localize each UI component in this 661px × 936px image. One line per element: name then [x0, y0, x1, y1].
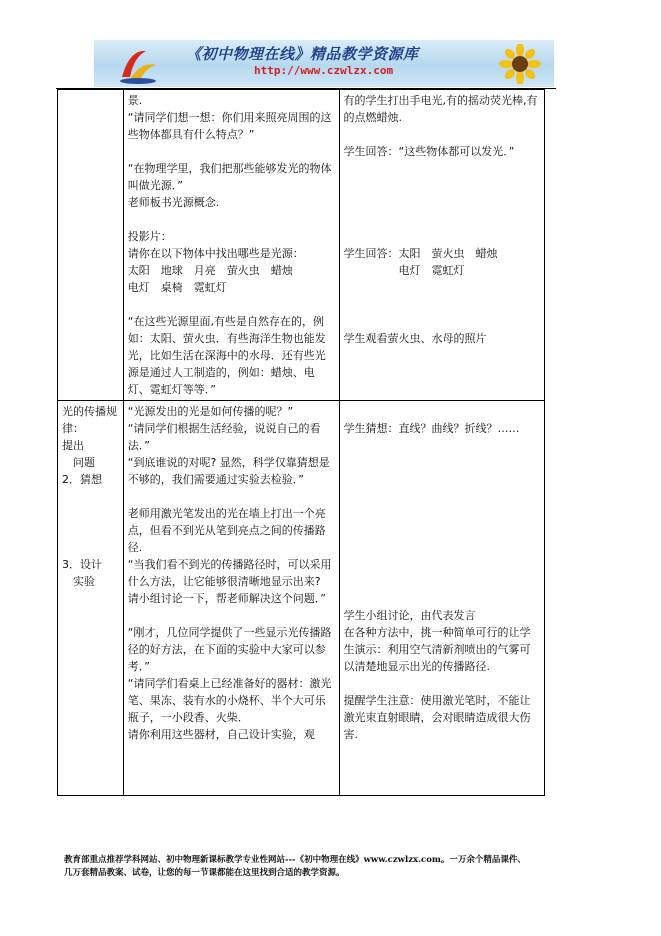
site-logo-icon: [116, 43, 160, 85]
student-activity-line: [344, 522, 541, 539]
cell-left: [58, 401, 124, 796]
cell-middle: [123, 90, 339, 401]
step-label: 光的传播规律：: [62, 405, 117, 435]
teacher-activity-line: 投影片：: [127, 230, 172, 243]
student-activity-line: 在各种方法中，挑一种简单可行的让学生演示：利用空气清新剂喷出的气雾可以清楚地显示出光的传播路径.: [343, 626, 531, 673]
teacher-activity-line: 老师板书光源概念.: [127, 196, 220, 209]
student-activity-line: [344, 539, 541, 556]
header-banner: [94, 40, 554, 87]
step-label: [62, 522, 119, 539]
teacher-activity-line: 老师用激光笔发出的光在墙上打出一个亮点，但看不到光从笔到亮点之间的传播路径.: [127, 507, 326, 554]
cell-left: [58, 90, 124, 401]
footer-line: 几万套精品教案、试卷，让您的每一节课都能在这里找到合适的教学资源。: [64, 868, 345, 878]
teacher-activity-line: [128, 607, 335, 624]
cell-right: [339, 401, 545, 796]
page-footer: [64, 854, 644, 880]
teacher-activity-line: 太阳 地球 月亮 萤火虫 蜡烛: [127, 264, 293, 277]
student-activity-line: [344, 211, 541, 228]
student-activity-line: [344, 160, 541, 177]
teacher-activity-line: “在物理学里，我们把那些能够发光的物体叫做光源．”: [127, 162, 332, 192]
step-label: [62, 488, 119, 505]
teacher-activity-line: “当我们看不到光的传播路径时，可以采用什么方法，让它能够很清晰地显示出来? 请小组讨论一下，帮老师解决这个问题．”: [127, 558, 332, 605]
teacher-activity-line: [128, 143, 335, 160]
student-activity-line: [344, 228, 541, 245]
teacher-activity-line: “请同学们看桌上已经准备好的器材：激光笔、果冻、装有水的小烧杯、半个大可乐瓶子，一小段香、火柴．: [127, 677, 332, 724]
teacher-activity-line: “光源发出的光是如何传播的呢？”: [127, 405, 294, 418]
student-activity-line: [344, 177, 541, 194]
teacher-activity-line: 请你利用这些器材，自己设计实验，观: [127, 728, 315, 741]
teacher-activity-line: [128, 488, 335, 505]
student-activity-line: 学生猜想：直线？曲线？折线？……: [343, 422, 520, 435]
student-activity-line: [344, 313, 541, 330]
step-label: 实验: [62, 575, 95, 588]
teacher-activity-line: 请你在以下物体中找出哪些是光源：: [127, 247, 304, 260]
lesson-table: [57, 89, 545, 796]
step-label: 问题: [62, 456, 95, 469]
banner-title: 《初中物理在线》精品教学资源库: [186, 45, 419, 63]
student-activity-line: [344, 471, 541, 488]
step-label: 提出: [62, 439, 84, 452]
student-activity-line: [344, 454, 541, 471]
cell-middle: [123, 401, 339, 796]
student-activity-line: [344, 437, 541, 454]
step-label: 2．猜想: [62, 473, 102, 486]
student-activity-line: [344, 279, 541, 296]
teacher-activity-line: “请同学们根据生活经验，说说自己的看法．”: [127, 422, 321, 452]
student-activity-line: 学生观看萤火虫、水母的照片: [343, 332, 487, 345]
table-row: [58, 401, 545, 796]
student-activity-line: [344, 590, 541, 607]
cell-right: [339, 90, 545, 401]
student-activity-line: [344, 675, 541, 692]
student-activity-line: [344, 403, 541, 420]
student-activity-line: 学生小组讨论，由代表发言: [343, 609, 476, 622]
student-activity-line: [344, 296, 541, 313]
sunflower-icon: [494, 44, 546, 84]
student-activity-line: [344, 194, 541, 211]
teacher-activity-line: “刚才，几位同学提供了一些显示光传播路径的好方法，在下面的实验中大家可以参考．”: [127, 626, 332, 673]
teacher-activity-line: 景.: [127, 94, 143, 107]
student-activity-line: 学生回答：太阳 萤火虫 蜡烛: [343, 247, 498, 260]
teacher-activity-line: 电灯 桌椅 霓虹灯: [127, 281, 227, 294]
student-activity-line: 有的学生打出手电光,有的摇动荧光棒,有的点燃蜡烛.: [343, 94, 538, 124]
student-activity-line: [344, 573, 541, 590]
student-activity-line: 提醒学生注意：使用激光笔时，不能让激光束直射眼睛，会对眼睛造成很大伤害.: [343, 694, 531, 741]
step-label: [62, 505, 119, 522]
footer-line: 教育部重点推荐学科网站、初中物理新课标教学专业性网站---《初中物理在线》www.czwlzx.com。一万余个精品课件、: [64, 855, 526, 865]
teacher-activity-line: [128, 296, 335, 313]
banner-url[interactable]: http://www.czwlzx.com: [254, 64, 394, 77]
table-row: [58, 90, 545, 401]
step-label: [62, 539, 119, 556]
student-activity-line: [344, 505, 541, 522]
teacher-activity-line: [128, 211, 335, 228]
student-activity-line: [344, 556, 541, 573]
student-activity-line: 学生回答：“这些物体都可以发光．”: [343, 145, 515, 158]
teacher-activity-line: “在这些光源里面,有些是自然存在的，例如：太阳、萤火虫．有些海洋生物也能发光，比如生活在深海中的水母．还有些光源是通过人工制造的，例如：蜡烛、电灯、霓虹灯等等．”: [127, 315, 326, 396]
student-activity-line: [344, 126, 541, 143]
step-label: 3．设计: [62, 558, 102, 571]
student-activity-line: 电灯 霓虹灯: [343, 264, 465, 277]
teacher-activity-line: “请同学们想一想：你们用来照亮周围的这些物体都具有什么特点？”: [127, 111, 332, 141]
student-activity-line: [344, 488, 541, 505]
teacher-activity-line: “到底谁说的对呢? 显然，科学仅靠猜想是不够的，我们需要通过实验去检验．”: [127, 456, 330, 486]
